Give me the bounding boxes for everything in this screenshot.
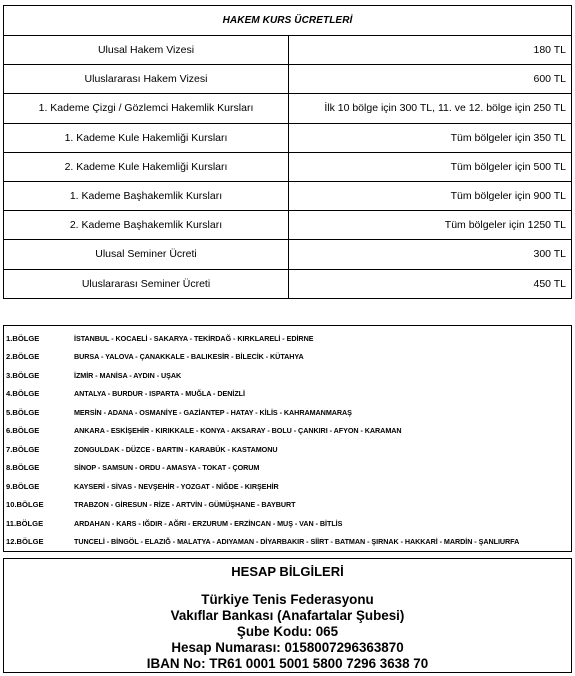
fee-name: 1. Kademe Kule Hakemliği Kursları [4,124,289,152]
region-row [4,403,571,422]
fee-value: Tüm bölgeler için 900 TL [450,190,566,203]
region-id: 5.BÖLGE [6,407,40,417]
fee-name: Ulusal Seminer Ücreti [4,240,289,268]
region-cities: ARDAHAN - KARS - IĞDIR - AĞRI - ERZURUM - ERZİNCAN - MUŞ - VAN - BİTLİS [74,518,343,528]
region-id: 9.BÖLGE [6,481,40,491]
fee-value: Tüm bölgeler için 350 TL [450,131,566,144]
fee-row [4,36,571,65]
region-row [4,440,571,459]
fee-table [3,5,572,299]
region-row [4,329,571,348]
fee-row [4,182,571,211]
fee-value: Tüm bölgeler için 500 TL [450,160,566,173]
fee-name: 1. Kademe Çizgi / Gözlemci Hakemlik Kursları [4,94,289,122]
fee-name: Uluslararası Hakem Vizesi [4,65,289,93]
region-row [4,496,571,515]
fee-name: 1. Kademe Başhakemlik Kursları [4,182,289,210]
region-cities: SİNOP - SAMSUN - ORDU - AMASYA - TOKAT - ÇORUM [74,463,260,473]
fee-value: 300 TL [533,248,566,261]
fee-value: 600 TL [533,73,566,86]
region-cities: ZONGULDAK - DÜZCE - BARTIN - KARABÜK - KASTAMONU [74,444,278,454]
region-cities: MERSİN - ADANA - OSMANİYE - GAZİANTEP - HATAY - KİLİS - KAHRAMANMARAŞ [74,407,352,417]
region-row [4,348,571,367]
fee-row [4,94,571,123]
bank-name: Vakıflar Bankası (Anafartalar Şubesi) [170,608,405,623]
fee-row [4,240,571,269]
fee-row [4,211,571,240]
fee-row [4,270,571,299]
iban: IBAN No: TR61 0001 5001 5800 7296 3638 70 [146,656,429,671]
region-id: 12.BÖLGE [6,537,44,547]
fee-row [4,124,571,153]
fee-row [4,65,571,94]
fee-table-title: HAKEM KURS ÜCRETLERİ [4,6,571,36]
region-row [4,477,571,496]
fee-value: 180 TL [533,44,566,57]
region-cities: İZMİR - MANİSA - AYDIN - UŞAK [74,370,182,380]
region-id: 6.BÖLGE [6,426,40,436]
region-id: 1.BÖLGE [6,333,40,343]
region-row [4,533,571,552]
fee-row [4,153,571,182]
federation-name: Türkiye Tenis Federasyonu [201,592,374,607]
region-cities: TRABZON - GİRESUN - RİZE - ARTVİN - GÜMÜŞHANE - BAYBURT [74,500,296,510]
account-info-box [3,558,572,673]
region-row [4,422,571,441]
region-cities: BURSA - YALOVA - ÇANAKKALE - BALIKESİR - BİLECİK - KÜTAHYA [74,352,304,362]
region-cities: ANKARA - ESKİŞEHİR - KIRIKKALE - KONYA - AKSARAY - BOLU - ÇANKIRI - AFYON - KARAMAN [74,426,402,436]
fee-value: Tüm bölgeler için 1250 TL [444,219,566,232]
region-cities: KAYSERİ - SİVAS - NEVŞEHİR - YOZGAT - NİĞDE - KIRŞEHİR [74,481,279,491]
region-row [4,385,571,404]
region-id: 8.BÖLGE [6,463,40,473]
region-id: 4.BÖLGE [6,389,40,399]
fee-name: 2. Kademe Kule Hakemliği Kursları [4,153,289,181]
fee-name: Uluslararası Seminer Ücreti [4,270,289,299]
region-cities: TUNCELİ - BİNGÖL - ELAZIĞ - MALATYA - ADIYAMAN - DİYARBAKIR - SİİRT - BATMAN - ŞIRNAK - HAKKARİ - MARDİN - ŞANLIURFA [74,537,520,547]
fee-value: 450 TL [533,278,566,291]
account-title: HESAP BİLGİLERİ [231,564,344,579]
account-number: Hesap Numarası: 0158007296363870 [171,640,404,655]
region-row [4,514,571,533]
region-id: 10.BÖLGE [6,500,44,510]
regions-table [3,325,572,552]
fee-name: Ulusal Hakem Vizesi [4,36,289,64]
region-cities: İSTANBUL - KOCAELİ - SAKARYA - TEKİRDAĞ - KIRKLARELİ - EDİRNE [74,333,314,343]
fee-value: İlk 10 bölge için 300 TL, 11. ve 12. bölge için 250 TL [324,102,566,115]
branch-code: Şube Kodu: 065 [236,624,339,639]
region-id: 2.BÖLGE [6,352,40,362]
region-id: 3.BÖLGE [6,370,40,380]
region-row [4,366,571,385]
region-row [4,459,571,478]
region-cities: ANTALYA - BURDUR - ISPARTA - MUĞLA - DENİZLİ [74,389,245,399]
fee-name: 2. Kademe Başhakemlik Kursları [4,211,289,239]
region-id: 11.BÖLGE [6,518,44,528]
region-id: 7.BÖLGE [6,444,40,454]
